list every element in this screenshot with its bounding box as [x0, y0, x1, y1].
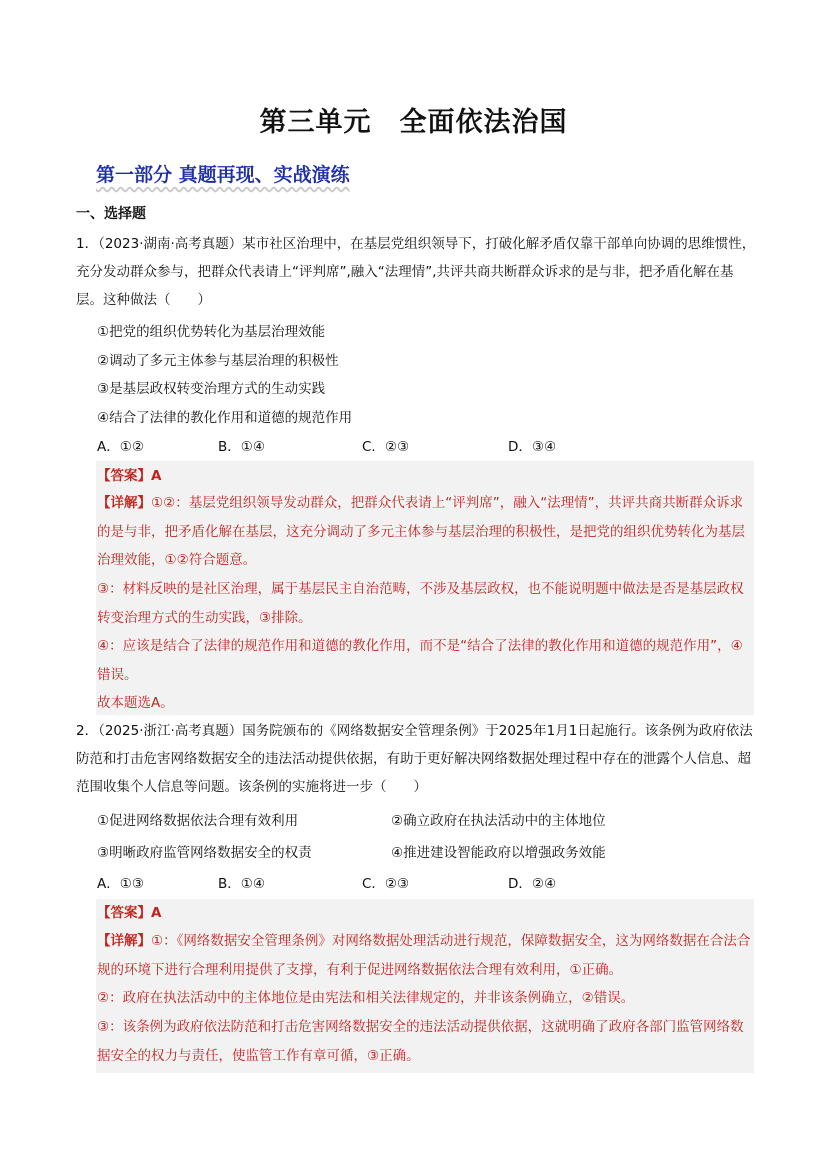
- question-2-detail-1: 【详解】①：《网络数据安全管理条例》对网络数据处理活动进行规范，保障数据安全，这为网络数据在合法合规的环境下进行合理利用提供了支撑，有利于促进网络数据依法合理有效利用，①正确。: [97, 933, 751, 978]
- question-1-option-1: ①把党的组织优势转化为基层治理效能: [97, 324, 326, 340]
- question-2-choice-b: B．①④: [218, 876, 265, 892]
- question-2-choice-d: D．②④: [508, 876, 557, 892]
- question-2-option-4: ④推进建设智能政府以增强政务效能: [391, 845, 606, 861]
- question-1-detail-1: 【详解】①②：基层党组织领导发动群众，把群众代表请上“评判席”，融入“法理情”，共评共商共断群众诉求的是与非，把矛盾化解在基层，这充分调动了多元主体参与基层治理的积极性，是把党的组织优势转化为基层治理效能，①②符合题意。: [97, 495, 745, 568]
- question-1-choice-c: C．②③: [362, 439, 410, 455]
- question-1-choice-b: B．①④: [218, 439, 265, 455]
- question-1-option-2: ②调动了多元主体参与基层治理的积极性: [97, 353, 339, 369]
- section-title: 一、选择题: [76, 206, 146, 222]
- question-1-detail-2: ③：材料反映的是社区治理，属于基层民主自治范畴，不涉及基层政权，也不能说明题中做法是否是基层政权转变治理方式的生动实践，③排除。: [97, 581, 744, 626]
- question-2-option-3: ③明晰政府监管网络数据安全的权责: [97, 845, 312, 861]
- question-1-option-3: ③是基层政权转变治理方式的生动实践: [97, 381, 326, 397]
- part-title: 第一部分 真题再现、实战演练: [96, 164, 350, 186]
- question-2-option-2: ②确立政府在执法活动中的主体地位: [391, 813, 606, 829]
- question-1-option-4: ④结合了法律的教化作用和道德的规范作用: [97, 410, 353, 426]
- question-1-detail-3: ④：应该是结合了法律的规范作用和道德的教化作用，而不是“结合了法律的教化作用和道德的规范作用”，④错误。: [97, 638, 743, 683]
- question-1-answer: 【答案】A: [97, 468, 162, 484]
- question-1-detail-4: 故本题选A。: [97, 695, 174, 711]
- question-1-choice-d: D．③④: [508, 439, 557, 455]
- question-2-choice-c: C．②③: [362, 876, 410, 892]
- detail-label: 【详解】: [97, 495, 151, 511]
- question-2-detail-3: ③：该条例为政府依法防范和打击危害网络数据安全的违法活动提供依据，这就明确了政府各部门监管网络数据安全的权力与责任，使监管工作有章可循，③正确。: [97, 1019, 744, 1064]
- question-2-detail-2: ②：政府在执法活动中的主体地位是由宪法和相关法律规定的，并非该条例确立，②错误。: [97, 990, 635, 1006]
- question-2-answer: 【答案】A: [97, 905, 162, 921]
- question-1-choice-a: A．①②: [97, 439, 144, 455]
- question-2-option-1: ①促进网络数据依法合理有效利用: [97, 813, 299, 829]
- question-2-choice-a: A．①③: [97, 876, 144, 892]
- page-title: 第三单元 全面依法治国: [259, 107, 568, 138]
- question-1-stem: 1．（2023·湖南·高考真题）某市社区治理中，在基层党组织领导下，打破化解矛盾仅靠干部单向协调的思维惯性，充分发动群众参与，把群众代表请上“评判席”,融入“法理情”,共评共商共断群众诉求的是与非，把矛盾化解在基层。这种做法（ ）: [76, 236, 756, 308]
- question-2-stem: 2．（2025·浙江·高考真题）国务院颁布的《网络数据安全管理条例》于2025年1月1日起施行。该条例为政府依法防范和打击危害网络数据安全的违法活动提供依据，有助于更好解决网络数据处理过程中存在的泄露个人信息、超范围收集个人信息等问题。该条例的实施将进一步（ ）: [76, 723, 753, 795]
- detail-label: 【详解】: [97, 933, 151, 949]
